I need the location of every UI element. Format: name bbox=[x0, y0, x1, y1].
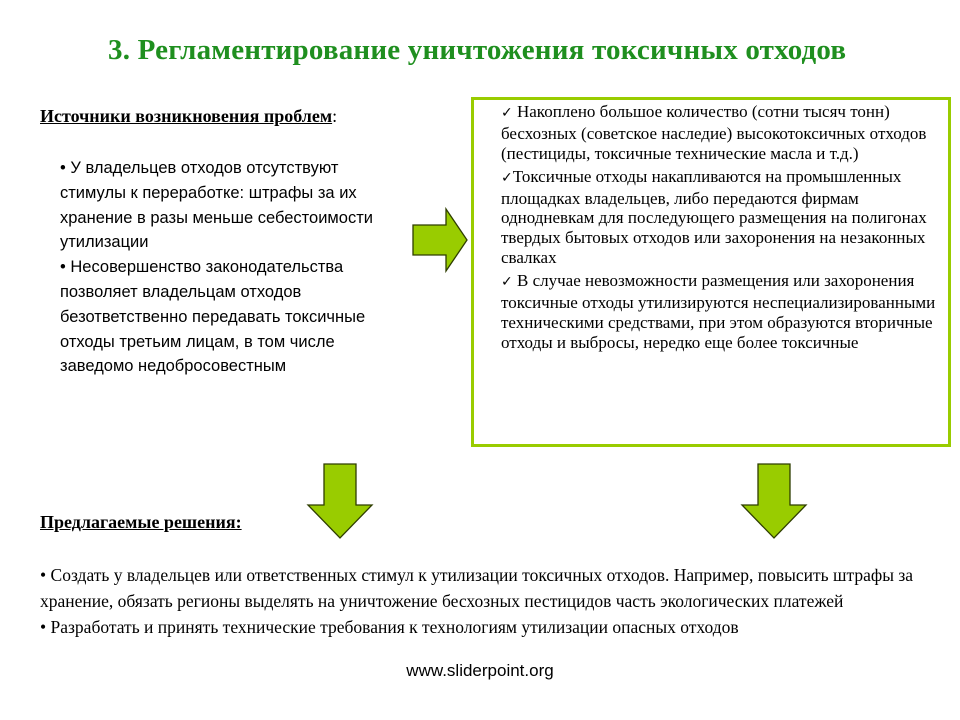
consequence-item-2: ✓Токсичные отходы накапливаются на промышленных площадках владельцев, либо передаются фирмам однодневкам для последующего размещения на полигонах твердых бытовых отходов или захоронения на незаконных свалках bbox=[501, 166, 927, 268]
solutions-heading: Предлагаемые решения: bbox=[40, 512, 242, 532]
problem-item-2: • Несовершенство законодательства позволяет владельцам отходов безответственно передавать токсичные отходы третьим лицам, в том числе заведомо недобросовестным bbox=[60, 258, 366, 376]
bullet: • bbox=[60, 159, 66, 177]
checkmark-icon: ✓ bbox=[501, 169, 513, 186]
down-arrow-left-icon bbox=[307, 463, 373, 539]
solution-item-2: • Разработать и принять технические требования к технологиям утилизации опасных отходов bbox=[40, 617, 739, 637]
footer-url: www.sliderpoint.org bbox=[406, 661, 554, 680]
consequence-item-3: ✓ В случае невозможности размещения или захоронения токсичные отходы утилизируются неспециализированными техническими средствами, при этом образуются вторичные отходы и выбросы, нередко еще более токсичные bbox=[501, 271, 936, 352]
consequences-box bbox=[471, 97, 951, 447]
bullet: • bbox=[40, 565, 47, 585]
checkmark-icon: ✓ bbox=[501, 274, 513, 291]
consequence-item-1: ✓ Накоплено большое количество (сотни тысяч тонн) бесхозных (советское наследие) высокотоксичных отходов (пестициды, токсичные технические масла и т.д.) bbox=[501, 102, 927, 163]
checkmark-icon: ✓ bbox=[501, 105, 513, 121]
problems-heading: Источники возникновения проблем: bbox=[40, 106, 338, 126]
solution-item-1: • Создать у владельцев или ответственных стимул к утилизации токсичных отходов. Например, повысить штрафы за хранение, обязать регионы выделять на уничтожение бесхозных пестицидов часть экологических платежей bbox=[40, 565, 914, 611]
bullet: • bbox=[60, 258, 66, 277]
solutions-list bbox=[40, 562, 920, 640]
slide-title: 3. Регламентирование уничтожения токсичных отходов bbox=[108, 34, 847, 66]
problems-list bbox=[60, 156, 400, 379]
right-arrow-icon bbox=[412, 208, 468, 272]
down-arrow-right-icon bbox=[741, 463, 807, 539]
bullet: • bbox=[40, 617, 47, 637]
problem-item-1: • У владельцев отходов отсутствуют стимулы к переработке: штрафы за их хранение в разы меньше себестоимости утилизации bbox=[60, 159, 373, 252]
